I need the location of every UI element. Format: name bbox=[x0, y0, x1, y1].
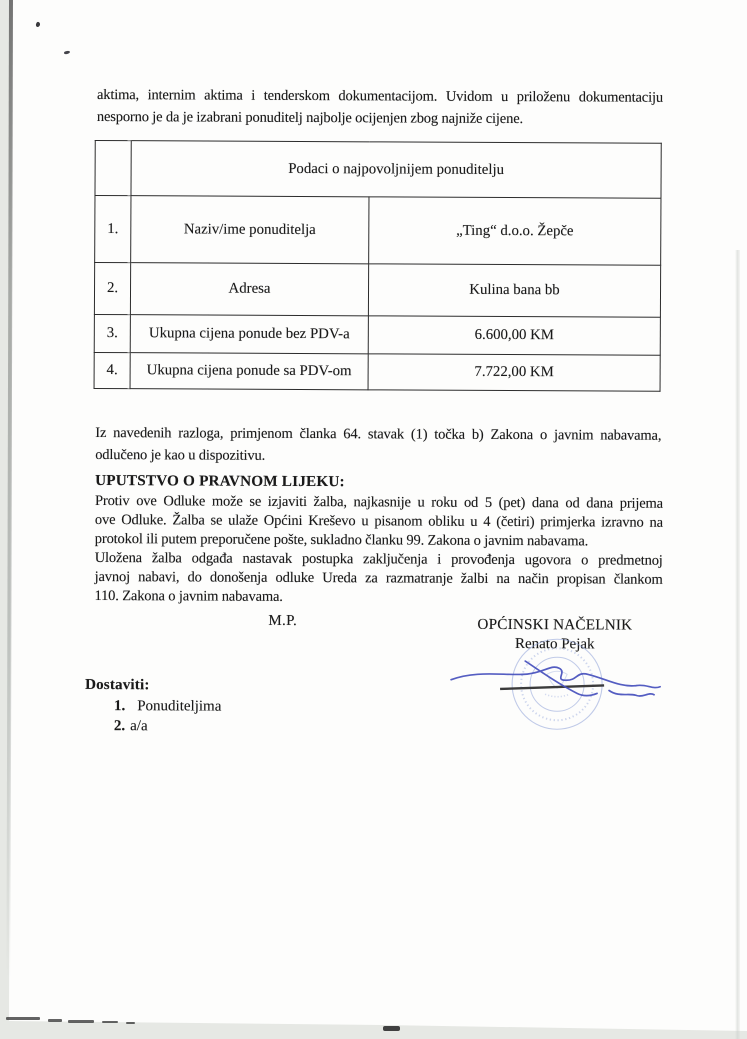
table-row bbox=[94, 352, 660, 391]
paragraph-line: Uložena žalba odgađa nastavak postupka zaključenja i provođenja ugovora o predmetnoj bbox=[94, 549, 663, 569]
seal-placeholder-mark: M.P. bbox=[268, 612, 298, 629]
signature-and-stamp bbox=[427, 630, 698, 746]
signature-line bbox=[500, 685, 604, 690]
official-stamp-icon bbox=[512, 639, 602, 729]
item-number: 2. bbox=[113, 718, 126, 735]
row-label: Ukupna cijena ponude sa PDV-om bbox=[130, 353, 368, 390]
intro-paragraph bbox=[97, 85, 663, 131]
row-value: 7.722,00 KM bbox=[368, 354, 660, 391]
row-number: 4. bbox=[94, 352, 130, 388]
paragraph-line: nesporno je da je izabrani ponuditelj najbolje ocijenjen zbog najniže cijene. bbox=[96, 108, 524, 127]
table-header-row bbox=[95, 140, 661, 198]
item-number: 1. bbox=[113, 698, 126, 715]
table-row bbox=[94, 314, 660, 355]
paragraph-line: protokol ili putem preporučene pošte, sukladno članku 99. Zakona o javnim nabavama. bbox=[94, 530, 589, 550]
row-value: „Ting“ d.o.o. Žepče bbox=[369, 197, 661, 265]
distribution-section bbox=[85, 676, 222, 735]
item-label: a/a bbox=[130, 718, 148, 735]
signatory-title: OPĆINSKI NAČELNIK bbox=[477, 615, 633, 634]
handwritten-signature bbox=[451, 661, 660, 696]
table-title: Podaci o najpovoljnijem ponuditelju bbox=[131, 141, 661, 199]
paragraph-line: aktima, internim aktima i tenderskom dokumentacijom. Uvidom u priloženu dokumentaciju bbox=[96, 86, 664, 106]
legal-remedy-paragraph-2 bbox=[94, 549, 662, 609]
signatory-name: Renato Pejak bbox=[514, 636, 595, 653]
distribution-item bbox=[114, 698, 222, 716]
paragraph-line: Protiv ove Odluke može se izjaviti žalba, najkasnije u roku od 5 (pet) dana od dana prijema bbox=[94, 492, 664, 512]
row-label: Adresa bbox=[130, 263, 368, 316]
row-number: 3. bbox=[94, 314, 130, 352]
reasoning-paragraph bbox=[95, 423, 661, 469]
row-number: 1. bbox=[95, 195, 131, 262]
table-row bbox=[95, 195, 661, 265]
legal-remedy-paragraph-1 bbox=[95, 492, 663, 552]
item-label: Ponuditeljima bbox=[137, 698, 222, 715]
table-corner-cell bbox=[95, 140, 131, 195]
distribution-heading: Dostaviti: bbox=[85, 676, 150, 694]
row-value: Kulina bana bb bbox=[368, 264, 660, 317]
row-label: Ukupna cijena ponude bez PDV-a bbox=[130, 315, 368, 354]
paragraph-line: ove Odluke. Žalba se ulaže Općini Kreševo u pisanom obliku u 4 (četiri) primjerka izravno na bbox=[94, 511, 663, 531]
row-value: 6.600,00 KM bbox=[368, 316, 660, 355]
paragraph-line: javnoj nabavi, do donošenja odluke Ureda za razmatranje žalbi na način propisan člankom bbox=[94, 568, 663, 588]
legal-remedy-heading: UPUTSTVO O PRAVNOM LIJEKU: bbox=[95, 471, 345, 491]
distribution-item bbox=[114, 718, 148, 735]
paragraph-line: odlučeno je kao u dispozitivu. bbox=[95, 446, 266, 464]
paragraph-line: Iz navedenih razloga, primjenom članka 64. stavak (1) točka b) Zakona o javnim nabavama, bbox=[95, 424, 662, 444]
table-row bbox=[94, 262, 660, 317]
paragraph-line: 110. Zakona o javnim nabavama. bbox=[94, 587, 283, 605]
bidder-info-table bbox=[94, 140, 662, 392]
row-number: 2. bbox=[94, 262, 130, 314]
row-label: Naziv/ime ponuditelja bbox=[131, 196, 369, 264]
